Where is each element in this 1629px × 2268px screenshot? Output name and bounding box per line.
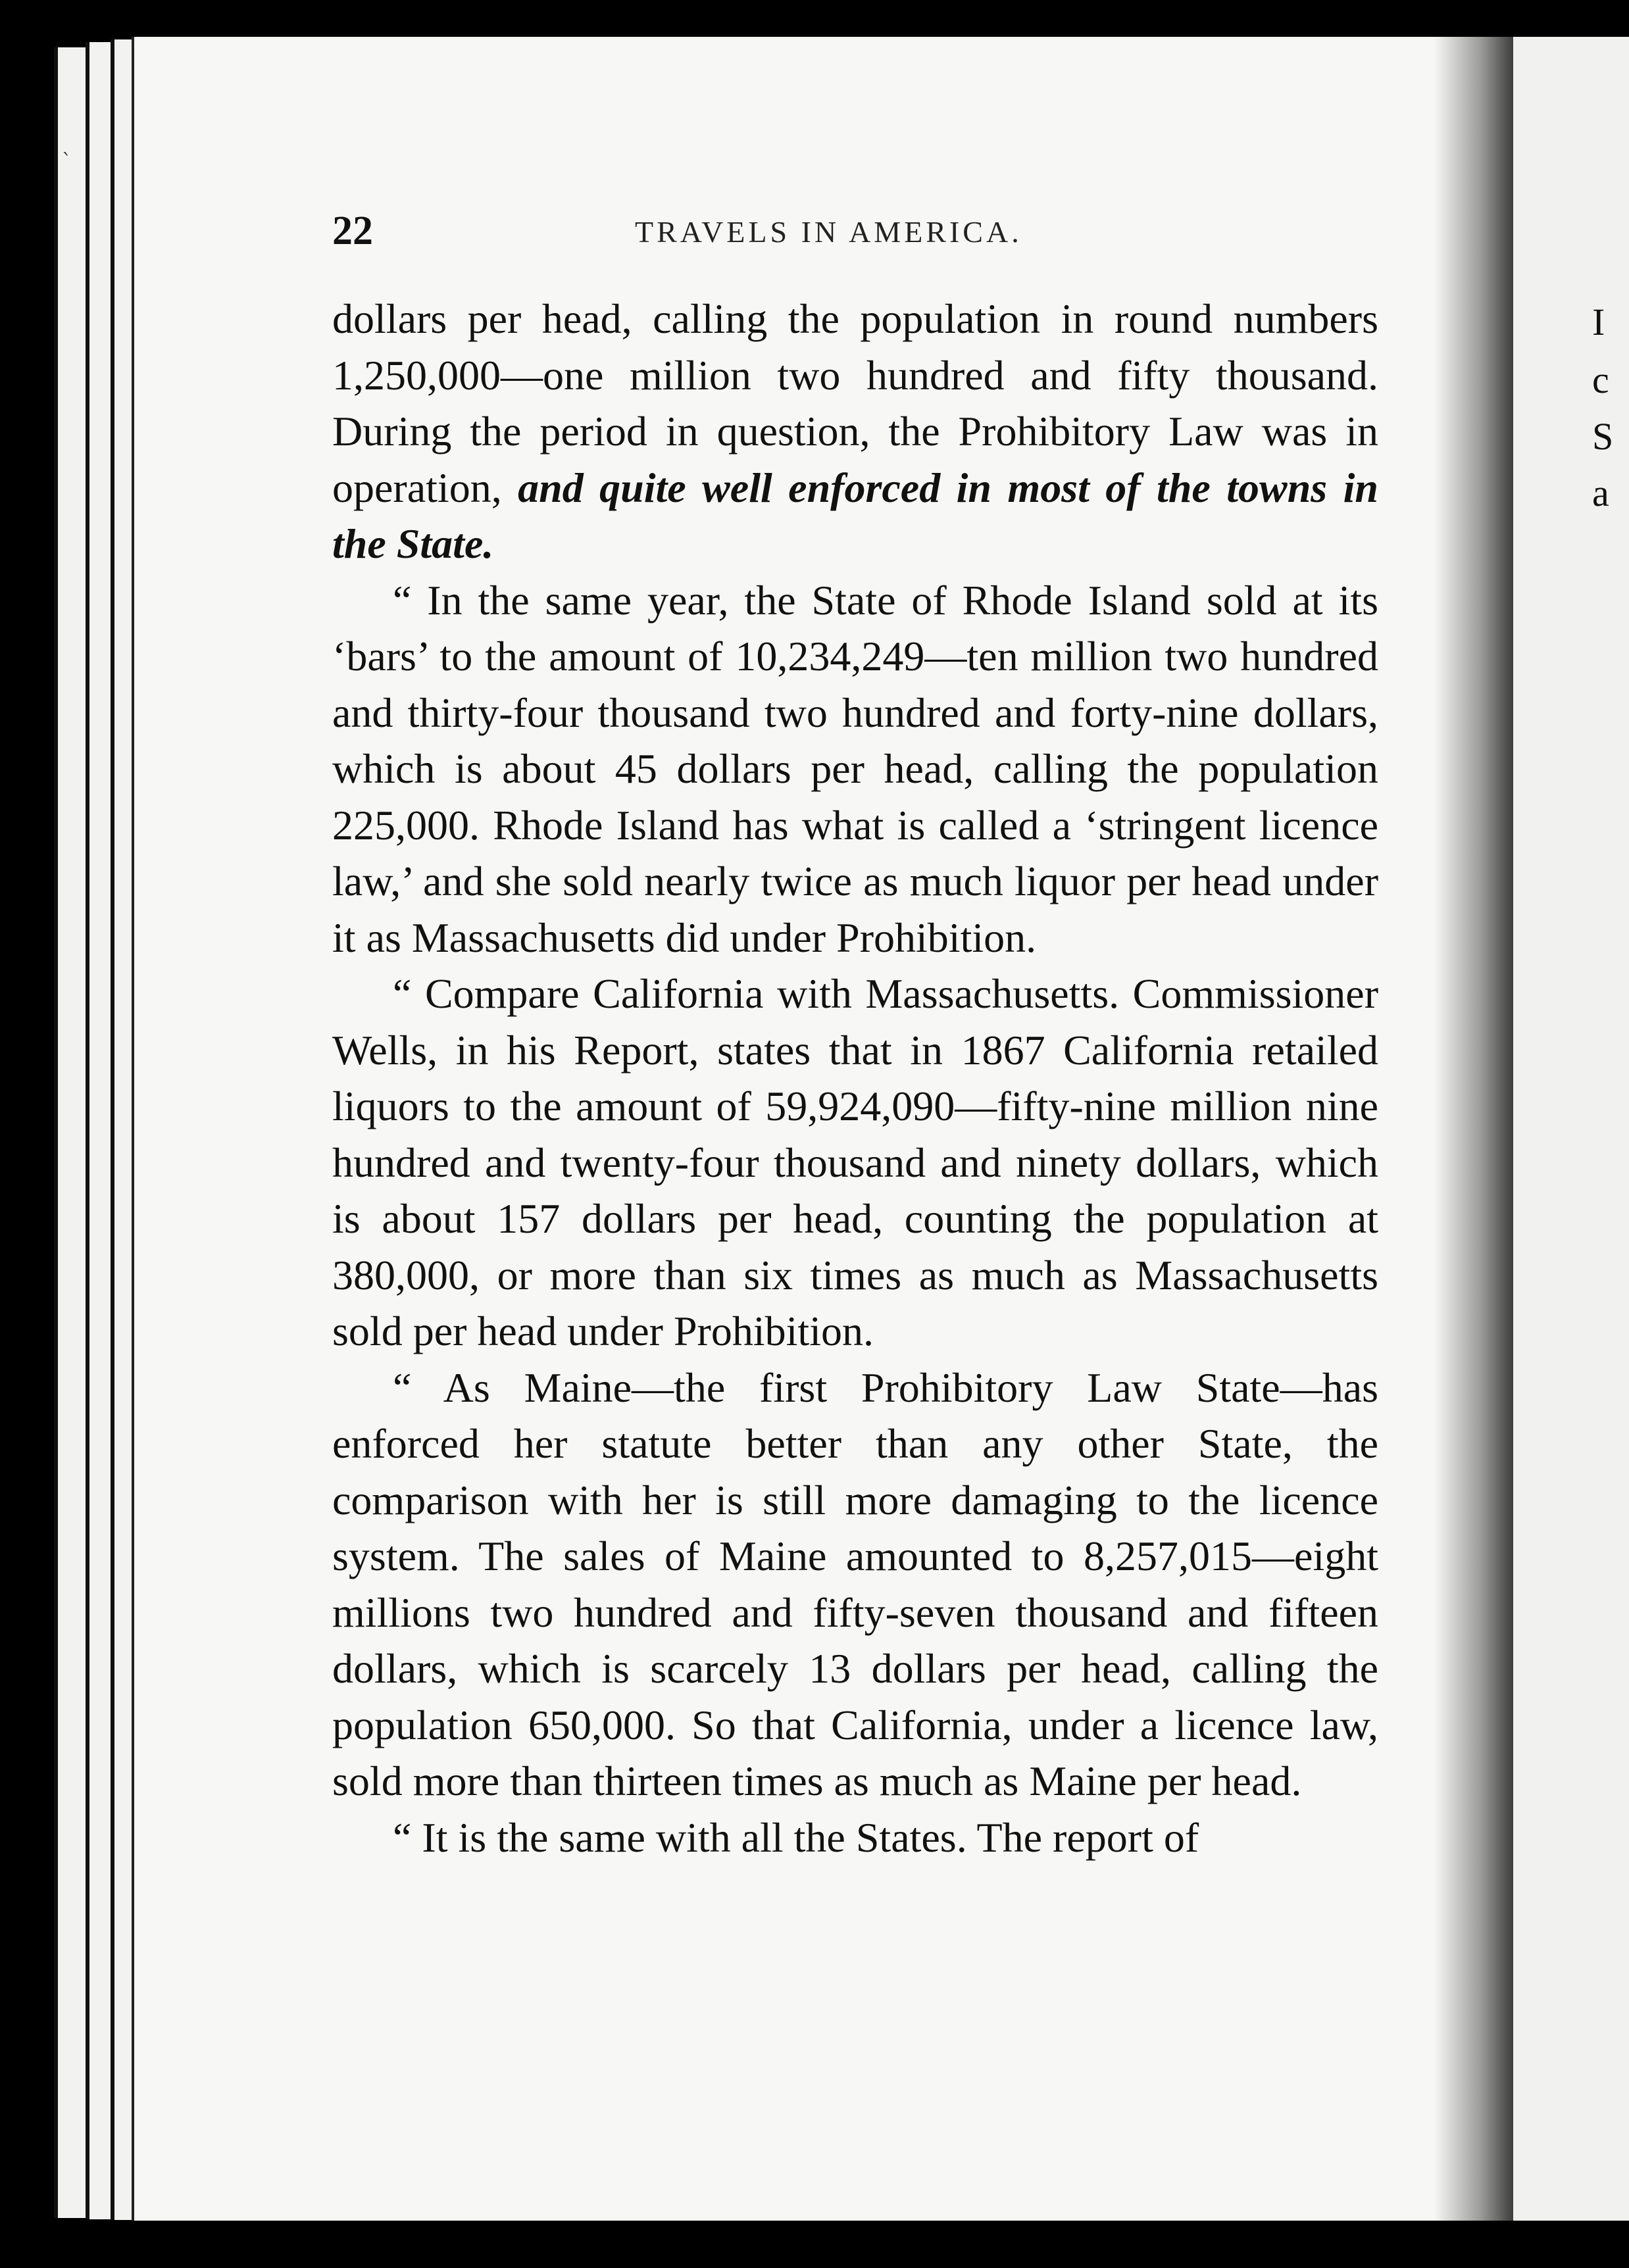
page-number: 22 [332,209,373,253]
facing-page-letter: c [1592,358,1609,401]
body-text [332,291,1378,1865]
emphasis-text: and quite well enforced in most of the towns in the State. [332,464,1379,567]
paragraph: “ As Maine—the first Prohibitory Law State—has enforced her statute better than any other State, the comparison with her is still more damaging to the licence system. The sales of Maine amounted to 8,257,015—eight millions two hundred and fifty-seven thousand and fifteen dollars, which is scarcely 13 dollars per head, calling the population 650,000. So that California, under a licence law, sold more than thirteen times as much as Maine per head. [332,1364,1378,1804]
paragraph-text: dollars per head, calling the population in round numbers 1,250,000—one million two hundred and fifty thousand. During the period in question, the Prohibitory Law was in operation, [332,295,1378,511]
page-header [332,208,1378,260]
facing-page-fragment [1513,37,1629,2221]
facing-page-letter: S [1592,415,1614,458]
running-head: TRAVELS IN AMERICA. [635,215,1022,249]
paragraph [332,291,1378,572]
facing-page-letter: I [1592,301,1605,343]
paragraph: “ It is the same with all the States. The report of [393,1813,1199,1861]
scan-speck: ` [62,150,72,173]
paragraph: “ Compare California with Massachusetts. Commissioner Wells, in his Report, states that in 1867 California retailed liquors to the amount of 59,924,090—fifty-nine million nine hundred and twenty-four thousand and ninety dollars, which is about 157 dollars per head, counting the population at 380,000, or more than six times as much as Massachusetts sold per head under Prohibition. [332,970,1378,1354]
paragraph: “ In the same year, the State of Rhode Island sold at its ‘bars’ to the amount of 10,234,249—ten million two hundred and thirty-four thousand two hundred and forty-nine dollars, which is about 45 dollars per head, calling the population 225,000. Rhode Island has what is called a ‘stringent licence law,’ and she sold nearly twice as much liquor per head under it as Massachusetts did under Prohibition. [332,576,1378,961]
gutter-shadow [1434,37,1520,2221]
facing-page-letter: a [1592,472,1609,514]
